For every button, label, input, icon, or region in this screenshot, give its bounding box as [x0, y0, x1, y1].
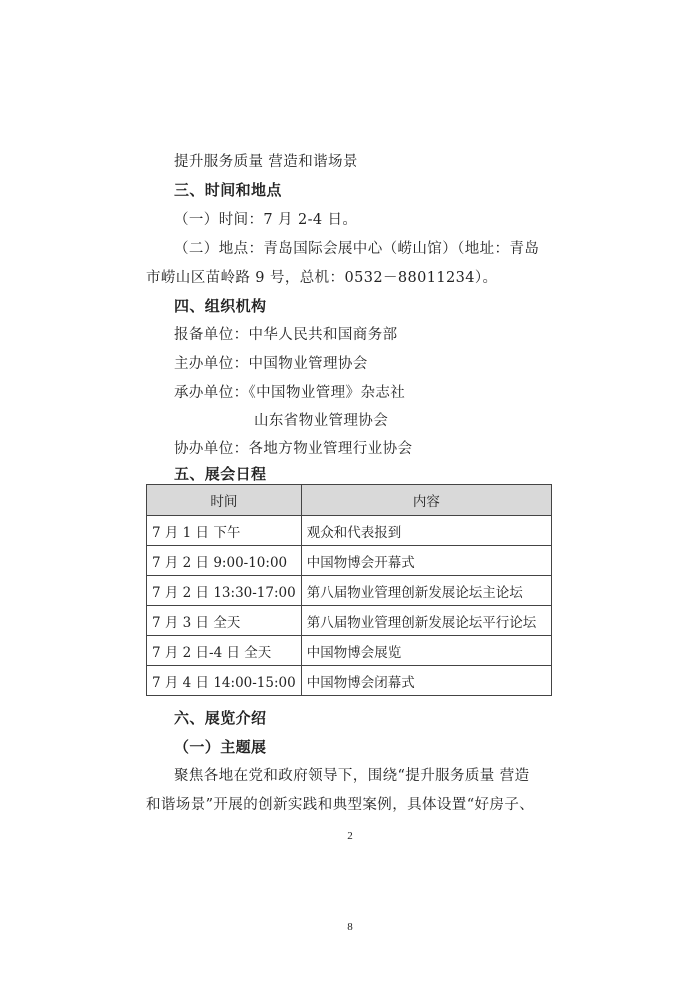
column-header-time: 时间	[147, 485, 302, 516]
schedule-time-cell: 7 月 2 日 13:30-17:00	[147, 576, 302, 606]
schedule-time-cell: 7 月 2 日-4 日 全天	[147, 636, 302, 666]
table-row	[147, 666, 552, 696]
table-header-row	[147, 485, 552, 516]
text-line: （一）时间：7 月 2-4 日。	[174, 212, 358, 228]
section-heading: 三、时间和地点	[174, 181, 282, 199]
text-line: 承办单位：《中国物业管理》杂志社	[174, 385, 406, 401]
table-row	[147, 546, 552, 576]
outer-page-number: 8	[347, 921, 353, 933]
text-line: 山东省物业管理协会	[254, 413, 389, 429]
table-row	[147, 576, 552, 606]
section-heading: 四、组织机构	[174, 297, 267, 315]
schedule-content-cell: 中国物博会展览	[301, 636, 551, 666]
subsection-heading: （一）主题展	[174, 738, 267, 756]
text-line: 协办单位：各地方物业管理行业协会	[174, 441, 413, 457]
schedule-content-cell: 第八届物业管理创新发展论坛主论坛	[301, 576, 551, 606]
text-line: 和谐场景”开展的创新实践和典型案例，具体设置“好房子、	[146, 797, 535, 813]
table-row	[147, 516, 552, 546]
text-line: （二）地点：青岛国际会展中心（崂山馆）（地址：青岛	[174, 241, 540, 257]
text-line: 提升服务质量 营造和谐场景	[174, 154, 358, 170]
schedule-time-cell: 7 月 3 日 全天	[147, 606, 302, 636]
schedule-content-cell: 第八届物业管理创新发展论坛平行论坛	[301, 606, 551, 636]
schedule-time-cell: 7 月 2 日 9:00-10:00	[147, 546, 302, 576]
text-line: 聚焦各地在党和政府领导下，围绕“提升服务质量 营造	[174, 768, 530, 784]
table-row	[147, 606, 552, 636]
table-row	[147, 636, 552, 666]
schedule-time-cell: 7 月 4 日 14:00-15:00	[147, 666, 302, 696]
section-heading: 六、展览介绍	[174, 709, 267, 727]
schedule-content-cell: 观众和代表报到	[301, 516, 551, 546]
text-line: 主办单位：中国物业管理协会	[174, 356, 368, 372]
column-header-content: 内容	[301, 485, 551, 516]
section-heading: 五、展会日程	[174, 465, 267, 483]
schedule-table	[146, 484, 552, 696]
schedule-content-cell: 中国物博会闭幕式	[301, 666, 551, 696]
inner-page-number: 2	[347, 830, 353, 842]
schedule-content-cell: 中国物博会开幕式	[301, 546, 551, 576]
text-line: 报备单位：中华人民共和国商务部	[174, 327, 398, 343]
schedule-time-cell: 7 月 1 日 下午	[147, 516, 302, 546]
text-line: 市崂山区苗岭路 9 号，总机：0532－88011234）。	[146, 270, 498, 286]
